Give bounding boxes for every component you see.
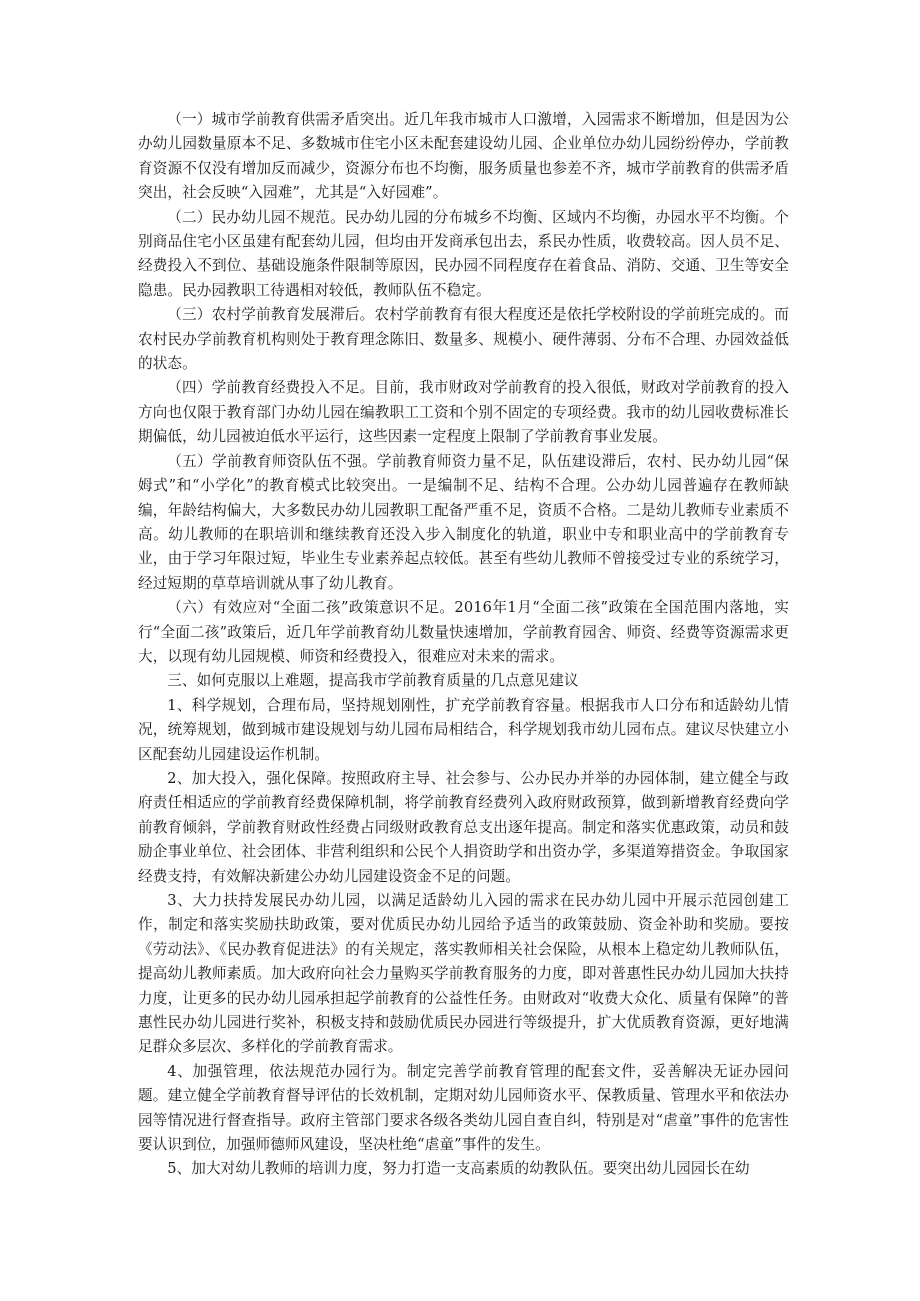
section-heading-suggestions: 三、如何克服以上难题，提高我市学前教育质量的几点意见建议	[167, 672, 579, 690]
paragraph-rural-preschool: （三）农村学前教育发展滞后。农村学前教育有很大程度还是依托学校附设的学前班完成的。而农村民办学前教育机构则处于教育理念陈旧、数量多、规模小、硬件薄弱、分布不合理、办园效益低的状态。	[138, 306, 789, 373]
paragraph-suggestion-2: 2、加大投入，强化保障。按照政府主导、社会参与、公办民办并举的办园体制，建立健全与政府责任相适应的学前教育经费保障机制，将学前教育经费列入政府财政预算，做到新增教育经费向学前教育倾斜，学前教育财政性经费占同级财政教育总支出逐年提高。制定和落实优惠政策，动员和鼓励企事业单位、社会团体、非营利组织和公民个人捐资助学和出资办学，多渠道筹措资金。争取国家经费支持，有效解决新建公办幼儿园建设资金不足的问题。	[138, 769, 789, 885]
paragraph-two-child-policy: （六）有效应对“全面二孩”政策意识不足。2016年1月“全面二孩”政策在全国范围内落地，实行“全面二孩”政策后，近几年学前教育幼儿数量快速增加，学前教育园舍、师资、经费等资源需求更大，以现有幼儿园规模、师资和经费投入，很难应对未来的需求。	[138, 599, 789, 665]
paragraph-teaching-staff: （五）学前教育师资队伍不强。学前教育师资力量不足，队伍建设滞后，农村、民办幼儿园“保姆式”和“小学化”的教育模式比较突出。一是编制不足、结构不合理。公办幼儿园普遍存在教师缺编，年龄结构偏大，大多数民办幼儿园教职工配备严重不足，资质不合格。二是幼儿教师专业素质不高。幼儿教师的在职培训和继续教育还没入步入制度化的轨道，职业中专和职业高中的学前教育专业，由于学习年限过短，毕业生专业素养起点较低。甚至有些幼儿教师不曾接受过专业的系统学习，经过短期的草草培训就从事了幼儿教育。	[138, 452, 789, 592]
paragraph-suggestion-1: 1、科学规划，合理布局，坚持规划刚性，扩充学前教育容量。根据我市人口分布和适龄幼儿情况，统筹规划，做到城市建设规划与幼儿园布局相结合，科学规划我市幼儿园布点。建议尽快建立小区配套幼儿园建设运作机制。	[138, 696, 789, 763]
paragraph-suggestion-3: 3、大力扶持发展民办幼儿园，以满足适龄幼儿入园的需求在民办幼儿园中开展示范园创建工作，制定和落实奖励扶助政策，要对优质民办幼儿园给予适当的政策鼓励、资金补助和奖励。要按《劳动法》、《民办教育促进法》的有关规定，落实教师相关社会保险，从根本上稳定幼儿教师队伍，提高幼儿教师素质。加大政府向社会力量购买学前教育服务的力度，即对普惠性民办幼儿园加大扶持力度，让更多的民办幼儿园承担起学前教育的公益性任务。由财政对“收费大众化、质量有保障”的普惠性民办幼儿园进行奖补，积极支持和鼓励优质民办园进行等级提升，扩大优质教育资源，更好地满足群众多层次、多样化的学前教育需求。	[138, 892, 789, 1056]
document-body	[138, 108, 789, 1182]
paragraph-suggestion-5: 5、加大对幼儿教师的培训力度，努力打造一支高素质的幼教队伍。要突出幼儿园园长在幼	[167, 1160, 750, 1178]
paragraph-funding: （四）学前教育经费投入不足。目前，我市财政对学前教育的投入很低，财政对学前教育的投入方向也仅限于教育部门办幼儿园在编教职工工资和个别不固定的专项经费。我市的幼儿园收费标准长期偏低，幼儿园被迫低水平运行，这些因素一定程度上限制了学前教育事业发展。	[138, 379, 789, 446]
paragraph-suggestion-4: 4、加强管理，依法规范办园行为。制定完善学前教育管理的配套文件，妥善解决无证办园问题。建立健全学前教育督导评估的长效机制，定期对幼儿园师资水平、保教质量、管理水平和依法办园等情况进行督查指导。政府主管部门要求各级各类幼儿园自查自纠，特别是对“虐童”事件的危害性要认识到位，加强师德师风建设，坚决杜绝“虐童”事件的发生。	[138, 1062, 789, 1154]
paragraph-urban-supply-demand: （一）城市学前教育供需矛盾突出。近几年我市城市人口激增，入园需求不断增加，但是因为公办幼儿园数量原本不足、多数城市住宅小区未配套建设幼儿园、企业单位办幼儿园纷纷停办，学前教育资源不仅没有增加反而减少，资源分布也不均衡，服务质量也参差不齐，城市学前教育的供需矛盾突出，社会反映“入园难”，尤其是“入好园难”。	[138, 111, 789, 202]
paragraph-private-kindergartens: （二）民办幼儿园不规范。民办幼儿园的分布城乡不均衡、区域内不均衡，办园水平不均衡。个别商品住宅小区虽建有配套幼儿园，但均由开发商承包出去，系民办性质，收费较高。因人员不足、经费投入不到位、基础设施条件限制等原因，民办园不同程度存在着食品、消防、交通、卫生等安全隐患。民办园教职工待遇相对较低，教师队伍不稳定。	[138, 208, 789, 299]
